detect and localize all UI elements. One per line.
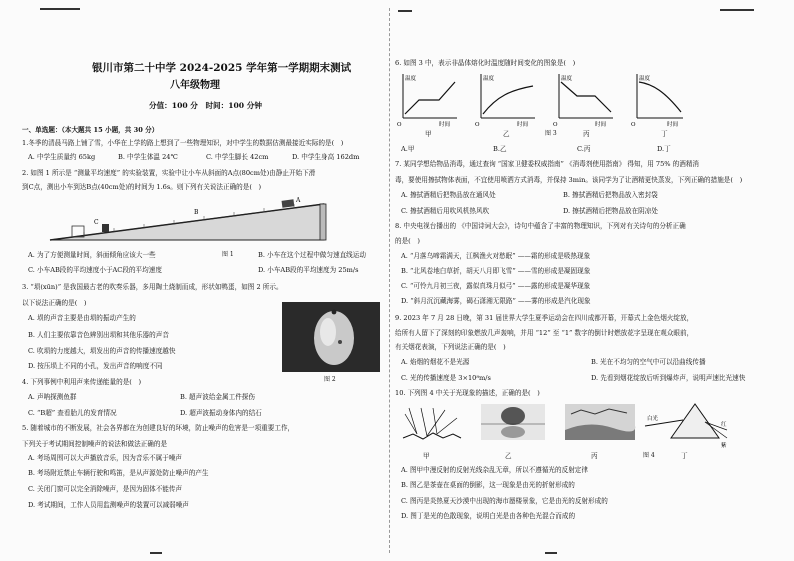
point-b-label: B xyxy=(194,209,199,216)
graph-label-bing: 丙 xyxy=(583,130,590,138)
point-c-label: C xyxy=(94,219,99,226)
figure-1-label: 图 1 xyxy=(222,251,234,258)
q9-stem-line2: 给所有人留下了深刻的印象燃放几声轰响，并用 “12” 至 “1” 数字的倒计时燃放花字呈现在观众眼前， xyxy=(395,329,694,337)
q3-option-c: C. 吹埙的力度越大，埙发出的声音的传播速度越快 xyxy=(28,347,176,355)
q4-stem: 4. 下列事例中利用声来传递能量的是( ) xyxy=(22,378,142,386)
graph-bing-origin: O xyxy=(553,122,558,128)
xun-mouthpiece xyxy=(332,310,337,315)
q10-option-a: A. 图甲中漫反射的反射光线杂乱无章，所以不遵循光的反射定律 xyxy=(401,466,588,474)
white-light-label: 白光 xyxy=(647,416,659,422)
panel-label-jia: 甲 xyxy=(423,452,430,460)
scan-mark xyxy=(398,10,412,12)
panel-ding-prism xyxy=(645,404,727,449)
q5-stem-line1: 5. 随着城市的不断发展，社会各界都在为创建良好的环境，防止噪声的危害是一项重要工作， xyxy=(22,424,295,432)
section-title: 一、单选题：（本大题共 15 小题，共 30 分） xyxy=(22,126,159,134)
incline-figure xyxy=(44,194,334,246)
q8-option-c: C. “可怜九月初三夜，露似真珠月似弓” ——露的形成是凝华现象 xyxy=(401,282,591,290)
scan-mark xyxy=(40,8,80,10)
q7-stem-line1: 7. 某同学想给物品消毒，通过查询 “国家卫健委权威指南” 《消毒剂使用指南》 得知，用 75% 的酒精消 xyxy=(395,160,700,168)
q9-stem-line1: 9. 2023 年 7 月 28 日晚，第 31 届世界大学生夏季运动会在四川成都开幕，开幕式上金色烟火绽放， xyxy=(395,314,694,322)
q9-stem-line3: 有关烟花表演，下列说法正确的是( ) xyxy=(395,343,506,351)
graph-label-ding: 丁 xyxy=(661,130,668,138)
q9-option-b: B. 光在不均匀的空气中可以沿曲线传播 xyxy=(591,358,706,366)
graph-jia-axis-y: 温度 xyxy=(405,76,417,82)
q3-option-b: B. 人们主要依靠音色辨别出埙和其他乐器的声音 xyxy=(28,331,169,339)
xun-hole xyxy=(338,340,342,344)
q7-stem-line2: 毒，要使用擦拭物体表面，不宜使用喷洒方式消毒，并保持 3min。该同学为了让酒精更快蒸发，下列正确的措施是( ) xyxy=(395,176,743,184)
q5-option-a: A. 考场周围可以大声播放音乐，因为音乐不属于噪声 xyxy=(28,454,183,462)
q6-option-b: B.乙 xyxy=(493,145,507,153)
q7-option-b: B. 擦拭酒精后把物品放入密封袋 xyxy=(563,191,658,199)
q2-option-a: A. 为了方便测量时间，斜面倾角应该大一些 xyxy=(28,251,156,259)
subject-title: 八年级物理 xyxy=(170,80,220,91)
panel-label-bing: 丙 xyxy=(591,452,598,460)
support-block xyxy=(320,204,326,240)
page-fold-divider xyxy=(389,8,391,553)
q8-option-a: A. “月落乌啼霜满天，江枫渔火对愁眠” ——霜的形成是吸热现象 xyxy=(401,252,591,260)
graph-ding-origin: O xyxy=(631,122,636,128)
xun-highlight xyxy=(320,318,336,346)
q8-stem-line1: 8. 中央电视台播出的 《中国诗词大会》，诗句中蕴含了丰富的物理知识，下列对有关诗句的分析正确 xyxy=(395,222,686,230)
q7-option-d: D. 擦拭酒精后把物品放在阴凉处 xyxy=(563,207,658,215)
q10-option-d: D. 图丁是光的色散现象，说明白光是由各种色光混合而成的 xyxy=(401,512,576,520)
graph-label-yi: 乙 xyxy=(503,130,510,138)
q4-option-d: D. 超声波振动身体内的结石 xyxy=(180,409,262,417)
graph-yi xyxy=(475,74,535,128)
q5-option-d: D. 考试期间，工作人员用监测噪声的装置可以减弱噪声 xyxy=(28,501,189,509)
point-a-label: A xyxy=(296,197,301,204)
q6-option-a: A.甲 xyxy=(401,145,415,153)
scan-mark xyxy=(720,9,754,11)
figure-3-label: 图 3 xyxy=(545,130,557,137)
graph-bing xyxy=(553,74,613,128)
panel-label-ding: 丁 xyxy=(681,452,688,460)
graph-jia-axis-x: 时间 xyxy=(439,122,451,128)
q2-stem-line1: 2. 如图 1 所示是 “测量平均速度” 的实验装置，实验中让小车从斜面的A点(80cm处)由静止开始下滑 xyxy=(22,169,316,177)
q9-option-c: C. 光的传播速度是 3×10⁸m/s xyxy=(401,374,491,382)
scan-mark xyxy=(545,552,557,554)
q2-option-d: D. 小车AB段的平均速度为 25m/s xyxy=(258,266,359,274)
q6-stem: 6. 如图 3 中，表示非晶体熔化时温度随时间变化的图象是( ) xyxy=(395,59,576,67)
panel-label-yi: 乙 xyxy=(505,452,512,460)
q4-option-c: C. “B超” 查看胎儿的发育情况 xyxy=(28,409,117,417)
q2-option-b: B. 小车在这个过程中做匀速直线运动 xyxy=(258,251,366,259)
q5-option-c: C. 关闭门窗可以完全消除噪声，是因为固体不能传声 xyxy=(28,485,183,493)
q6-option-c: C.丙 xyxy=(577,145,591,153)
q6-option-d: D.丁 xyxy=(657,145,671,153)
scan-mark xyxy=(150,552,162,554)
panel-yi-teapot xyxy=(481,404,545,440)
q3-option-d: D. 按压埙上不同的小孔，发出声音的响度不同 xyxy=(28,362,163,370)
q5-stem-line2: 下列关于考试期间控制噪声的说法和做法正确的是 xyxy=(22,440,168,448)
q7-option-a: A. 擦拭酒精后把物品放在通风处 xyxy=(401,191,496,199)
toy-car xyxy=(282,199,295,208)
red-light-label: 红 xyxy=(721,422,727,428)
panel-jia-diffuse-reflection xyxy=(403,408,461,439)
q10-option-c: C. 图丙是炎热夏天沙漠中出现的海市蜃楼景象，它是由光的反射形成的 xyxy=(401,497,608,505)
q1-option-b: B. 中学生体温 24℃ xyxy=(118,153,178,161)
q3-stem-line2: 以下说法正确的是( ) xyxy=(22,299,87,307)
exam-title: 银川市第二十中学 2024-2025 学年第一学期期末测试 xyxy=(92,62,352,74)
graph-jia xyxy=(397,74,457,128)
q1-option-a: A. 中学生质量约 65kg xyxy=(28,153,96,161)
xun-photo xyxy=(282,302,380,372)
graph-ding-axis-y: 温度 xyxy=(639,76,651,82)
graph-ding xyxy=(631,74,683,128)
q3-stem: 3. “埙(xūn)” 是我国最古老的吹奏乐器，多用陶土烧制而成，形状如鸭蛋，如图 2 所示。 xyxy=(22,283,283,291)
graph-yi-axis-y: 温度 xyxy=(483,76,495,82)
score-time: 分值：100 分 时间：100 分钟 xyxy=(149,101,262,110)
q1-option-c: C. 中学生脚长 42cm xyxy=(206,153,269,161)
melting-graphs-figure xyxy=(395,70,685,128)
teapot xyxy=(501,407,525,425)
q4-option-a: A. 声呐探测鱼群 xyxy=(28,393,77,401)
q1-option-d: D. 中学生身高 162dm xyxy=(292,153,360,161)
q7-option-c: C. 擦拭酒精后用吹风机热风吹 xyxy=(401,207,490,215)
metal-stop xyxy=(102,224,109,232)
violet-light-label: 紫 xyxy=(721,443,727,449)
light-phenomena-figure xyxy=(399,400,729,450)
q10-stem: 10. 下列图 4 中关于光现象的描述，正确的是( ) xyxy=(395,389,540,397)
graph-label-jia: 甲 xyxy=(425,130,432,138)
teapot-reflection xyxy=(501,426,525,438)
graph-ding-axis-x: 时间 xyxy=(667,122,679,128)
graph-yi-axis-x: 时间 xyxy=(517,122,529,128)
graph-yi-origin: O xyxy=(475,122,480,128)
figure-2-label: 图 2 xyxy=(324,376,336,383)
graph-jia-origin: O xyxy=(397,122,402,128)
graph-bing-axis-x: 时间 xyxy=(595,122,607,128)
q1-stem: 1.冬季的清晨马路上铺了雪，小华在上学的路上想到了一些物理知识，对中学生的数据估测最接近实际的是( ) xyxy=(22,139,344,147)
q5-option-b: B. 考场附近禁止车辆行驶和鸣笛，是从声源处防止噪声的产生 xyxy=(28,469,209,477)
q9-option-d: D. 先看到烟花绽放后听到爆炸声，说明声速比光速快 xyxy=(591,374,746,382)
q3-option-a: A. 埙的声音主要是由埙的振动产生的 xyxy=(28,314,136,322)
q4-option-b: B. 超声波给金属工件探伤 xyxy=(180,393,255,401)
q9-option-a: A. 焰烟的烟花不是光源 xyxy=(401,358,470,366)
graph-bing-axis-y: 温度 xyxy=(561,76,573,82)
q2-stem-line2: 到C点，测出小车到达B点(40cm处)的时间为 1.6s。则下列有关说法正确的是( ) xyxy=(22,183,262,191)
q8-option-d: D. “斜月沉沉藏海雾，碣石潇湘无限路” ——雾的形成是汽化现象 xyxy=(401,297,591,305)
panel-bing-mirage xyxy=(565,404,635,440)
figure-4-label: 图 4 xyxy=(643,452,655,459)
q2-option-c: C. 小车AB段的平均速度小于AC段的平均速度 xyxy=(28,266,162,274)
q10-option-b: B. 图乙是茶壶在桌面的倒影，这一现象是由光的折射形成的 xyxy=(401,481,575,489)
q8-option-b: B. “北风卷地白草折，胡天八月即飞雪” ——雪的形成是凝固现象 xyxy=(401,267,591,275)
q8-stem-line2: 的是( ) xyxy=(395,237,420,245)
